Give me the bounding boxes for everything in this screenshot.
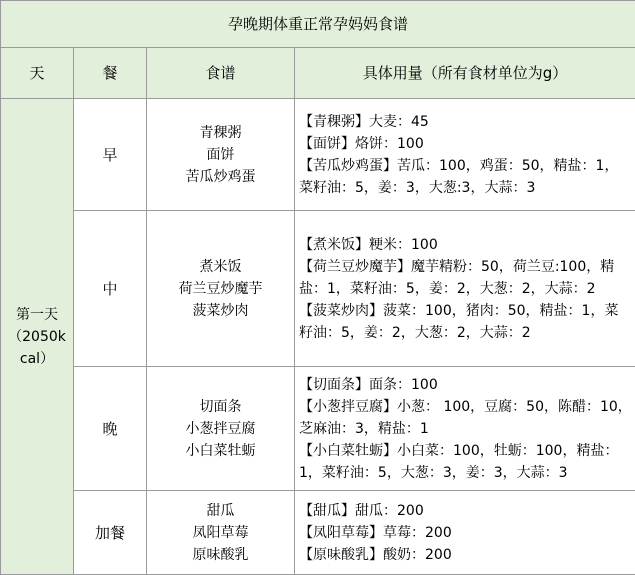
dishes-dinner: [147, 367, 295, 491]
header-meal: 餐: [74, 48, 147, 99]
quantities-snack: [295, 491, 635, 575]
quantity-line: 【小葱拌豆腐】小葱： 100，豆腐：50，陈醋：10，芝麻油：3，精盐：1: [299, 396, 632, 440]
header-day: 天: [1, 48, 74, 99]
dish-item: 菠菜炒肉: [148, 300, 293, 322]
quantity-line: 【凤阳草莓】草莓：200: [299, 522, 632, 544]
dish-item: 煮米饭: [148, 256, 293, 278]
quantity-line: 【面饼】烙饼：100: [299, 133, 632, 155]
dish-item: 原味酸乳: [148, 544, 293, 566]
quantity-line: 【苦瓜炒鸡蛋】苦瓜：100，鸡蛋：50，精盐：1，菜籽油：5，姜：3，大葱:3，大蒜：3: [299, 155, 632, 199]
dish-item: 切面条: [148, 396, 293, 418]
quantity-line: 【原味酸乳】酸奶：200: [299, 544, 632, 566]
meal-breakfast: 早: [74, 99, 147, 211]
quantity-line: 【切面条】面条：100: [299, 374, 632, 396]
table-title: 孕晚期体重正常孕妈妈食谱: [1, 1, 635, 48]
quantities-breakfast: [295, 99, 635, 211]
dish-item: 面饼: [148, 144, 293, 166]
dish-item: 青稞粥: [148, 122, 293, 144]
dish-item: 小白菜牡蛎: [148, 440, 293, 462]
quantities-lunch: [295, 211, 635, 367]
dish-item: 荷兰豆炒魔芋: [148, 278, 293, 300]
quantity-line: 【煮米饭】粳米：100: [299, 234, 632, 256]
meal-snack: 加餐: [74, 491, 147, 575]
meal-dinner: 晚: [74, 367, 147, 491]
quantity-line: 【菠菜炒肉】菠菜：100，猪肉：50，精盐：1，菜籽油：5，姜：2，大葱：2，大蒜：2: [299, 300, 632, 344]
dish-item: 甜瓜: [148, 500, 293, 522]
day-label-line: （2050k: [2, 326, 72, 348]
day-label-line: 第一天: [2, 304, 72, 326]
header-menu: 食谱: [147, 48, 295, 99]
quantity-line: 【小白菜牡蛎】小白菜：100，牡蛎：100，精盐：1，菜籽油：5，大葱：3，姜：3，大蒜：3: [299, 440, 632, 484]
quantities-dinner: [295, 367, 635, 491]
header-quantity: 具体用量（所有食材单位为g）: [295, 48, 635, 99]
quantity-line: 【青稞粥】大麦：45: [299, 111, 632, 133]
day-cell: [1, 99, 74, 575]
dishes-snack: [147, 491, 295, 575]
dishes-lunch: [147, 211, 295, 367]
dishes-breakfast: [147, 99, 295, 211]
dish-item: 苦瓜炒鸡蛋: [148, 166, 293, 188]
dish-item: 凤阳草莓: [148, 522, 293, 544]
quantity-line: 【甜瓜】甜瓜：200: [299, 500, 632, 522]
meal-lunch: 中: [74, 211, 147, 367]
day-label-line: cal）: [2, 348, 72, 370]
dish-item: 小葱拌豆腐: [148, 418, 293, 440]
quantity-line: 【荷兰豆炒魔芋】魔芋精粉：50，荷兰豆:100，精盐：1，菜籽油：5，姜：2，大葱：2，大蒜：2: [299, 256, 632, 300]
